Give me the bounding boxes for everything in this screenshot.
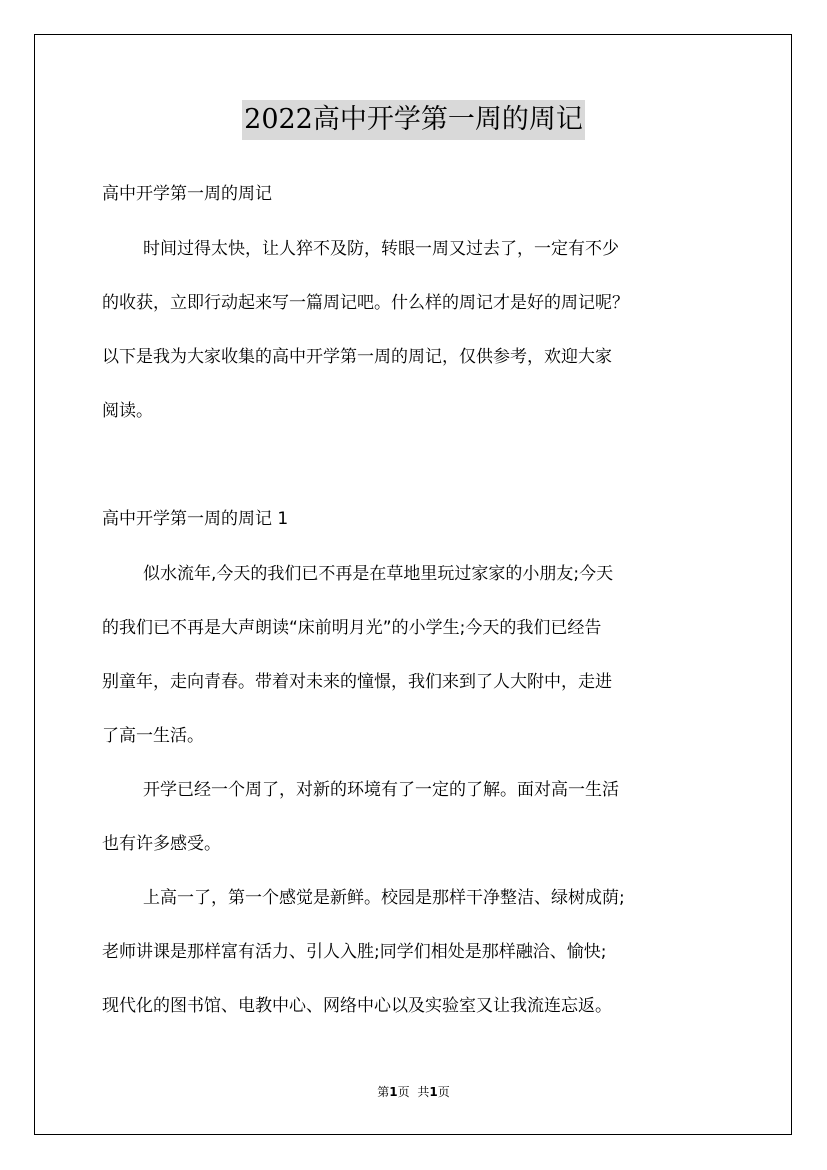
paragraph-line: 也有许多感受。 bbox=[102, 834, 221, 854]
section-heading: 高中开学第一周的周记 1 bbox=[102, 509, 289, 529]
paragraph-line: 似水流年,今天的我们已不再是在草地里玩过家家的小朋友;今天 bbox=[143, 564, 614, 584]
footer-total-number: 1 bbox=[429, 1085, 438, 1099]
footer-total-prefix: 共 bbox=[417, 1085, 430, 1099]
paragraph-line: 现代化的图书馆、电教中心、网络中心以及实验室又让我流连忘返。 bbox=[102, 996, 612, 1016]
paragraph-line: 了高一生活。 bbox=[102, 726, 204, 746]
document-title: 2022高中开学第一周的周记 bbox=[242, 100, 585, 140]
paragraph-line: 的收获，立即行动起来写一篇周记吧。什么样的周记才是好的周记呢？ bbox=[102, 293, 629, 313]
paragraph-line: 开学已经一个周了，对新的环境有了一定的了解。面对高一生活 bbox=[143, 780, 619, 800]
section-heading: 高中开学第一周的周记 bbox=[102, 184, 272, 204]
paragraph-line: 的我们已不再是大声朗读“床前明月光”的小学生;今天的我们已经告 bbox=[102, 618, 602, 638]
paragraph-line: 时间过得太快，让人猝不及防，转眼一周又过去了，一定有不少 bbox=[143, 239, 619, 259]
footer-page-number: 1 bbox=[389, 1085, 398, 1099]
paragraph-line: 老师讲课是那样富有活力、引人入胜;同学们相处是那样融洽、愉快; bbox=[102, 942, 607, 962]
paragraph-line: 以下是我为大家收集的高中开学第一周的周记，仅供参考，欢迎大家 bbox=[102, 347, 612, 367]
paragraph-line: 上高一了，第一个感觉是新鲜。校园是那样干净整洁、绿树成荫; bbox=[143, 888, 625, 908]
title-container bbox=[0, 100, 827, 140]
footer-prefix: 第 bbox=[377, 1085, 390, 1099]
footer-page-label: 页 bbox=[397, 1085, 410, 1099]
paragraph-line: 阅读。 bbox=[102, 401, 153, 421]
paragraph-line: 别童年，走向青春。带着对未来的憧憬，我们来到了人大附中，走进 bbox=[102, 672, 612, 692]
page-footer bbox=[0, 1083, 827, 1101]
footer-total-label: 页 bbox=[437, 1085, 450, 1099]
